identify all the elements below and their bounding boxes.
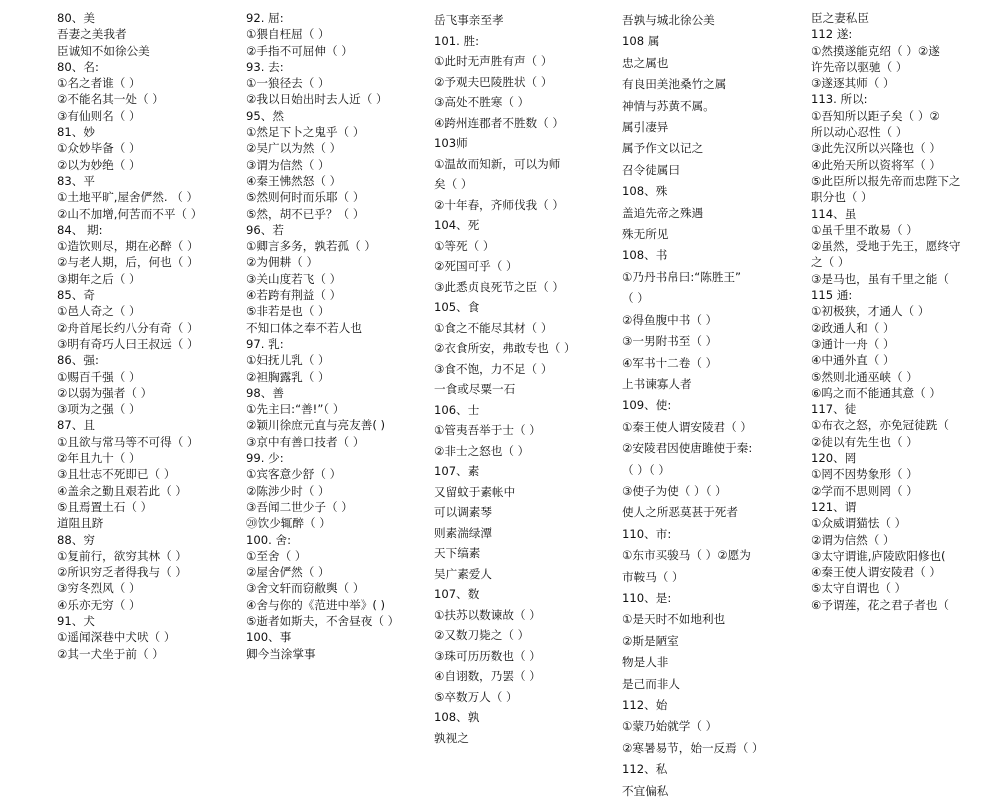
text-line: ①扶苏以数谏故（ ） (434, 607, 541, 622)
text-line: ②寒暑易节，始一反焉（ ） (622, 740, 764, 755)
text-line: ②屋舍俨然（ ） (246, 565, 330, 580)
text-line: ③明有奇巧人曰王叔远（ ） (57, 336, 199, 351)
text-line: 95、然 (246, 108, 284, 123)
text-line: 100、事 (246, 630, 292, 645)
text-line: ④此殆天所以资将军（ ） (811, 157, 942, 172)
text-line: 117、徒 (811, 402, 857, 417)
text-line: ③遂逐其师（ ） (811, 76, 895, 91)
text-line: 天下缟素 (434, 546, 481, 560)
text-line: 不知口体之奉不若人也 (246, 320, 362, 335)
text-line: ①众威谓猫怯（ ） (811, 516, 907, 531)
text-line: 110、市: (622, 526, 672, 541)
text-line: 殊无所见 (622, 227, 669, 242)
text-line: 召令徒属曰 (622, 162, 680, 177)
text-line: （ ） (622, 291, 649, 306)
text-line: （ ）（ ） (622, 462, 670, 477)
text-line: 臣之妻私臣 (811, 11, 869, 25)
text-line: ①蒙乃始就学（ ） (622, 719, 718, 734)
text-line: 83、平 (57, 173, 95, 188)
text-line: 84、 期: (57, 222, 103, 237)
text-line: 105、食 (434, 300, 480, 314)
text-line: ②吴广以为然（ ） (246, 141, 342, 156)
text-line: 99. 少: (246, 451, 284, 466)
text-line: ②袒胸露乳（ ） (246, 369, 330, 384)
text-line: 100. 舍: (246, 532, 291, 547)
text-line: ③食不饱，力不足（ ） (434, 361, 553, 376)
text-line: 108、殊 (622, 184, 668, 199)
text-line: 112、私 (622, 762, 668, 777)
text-line: 上书谏寡人者 (622, 376, 692, 391)
text-line: 许先帝以驱驰（ ） (811, 59, 908, 74)
text-line: ④盖余之勤且艰若此（ ） (57, 483, 188, 498)
text-line: 80、美 (57, 11, 95, 25)
text-line: ①吾知所以距子矣（ ）② (811, 108, 940, 123)
text-line: ③谓为信然（ ） (246, 157, 330, 172)
text-line: ⑤然则北通巫峡（ ） (811, 369, 918, 384)
text-line: ①食之不能尽其材（ ） (434, 320, 553, 335)
text-line: ①乃丹书帛曰:“陈胜王” (622, 269, 742, 284)
text-line: ①猥自枉屈（ ） (246, 27, 330, 42)
text-line: ①等死（ ） (434, 238, 495, 253)
text-line: 97. 乳: (246, 336, 284, 351)
text-line: ②得鱼腹中书（ ） (622, 312, 718, 327)
text-line: 岳飞事亲至孝 (434, 13, 504, 27)
text-line: ④乐亦无穷（ ） (57, 597, 141, 612)
text-line: ④跨州连郡者不胜数（ ） (434, 115, 565, 130)
text-line: 市鞍马（ ） (622, 569, 684, 584)
text-line: 道阻且跻 (57, 516, 104, 531)
text-line: ②我以日始出时去人近（ ） (246, 92, 388, 107)
text-line: ①妇抚儿乳（ ） (246, 353, 330, 368)
text-line: 又留蚊于素帐中 (434, 484, 516, 499)
text-line: 88、穷 (57, 532, 95, 547)
text-line: 110、是: (622, 590, 672, 605)
text-line: ③此先汉所以兴隆也（ ） (811, 141, 942, 156)
text-line: 吾妻之美我者 (57, 27, 127, 42)
text-line: ⑤卒数万人（ ） (434, 689, 518, 704)
text-line: 87、且 (57, 418, 95, 433)
text-line: ①一狼径去（ ） (246, 76, 330, 91)
text-line: 则素湍绿潭 (434, 525, 492, 540)
text-line: ①赐百千强（ ） (57, 369, 141, 384)
text-line: 职分也（ ） (811, 190, 873, 205)
column-2 (246, 10, 424, 662)
text-line: ③使子为使（ ）（ ） (622, 483, 727, 498)
text-line: ③有仙则名（ ） (57, 108, 141, 123)
text-line: ③是马也，虽有千里之能（ (811, 271, 949, 286)
text-line: 80、名: (57, 59, 99, 74)
text-line: 91、犬 (57, 613, 95, 628)
text-line: ①名之者谁（ ） (57, 76, 141, 91)
text-line: ③舍文轩而窃敝舆（ ） (246, 581, 365, 596)
text-line: ②手指不可屈伸（ ） (246, 43, 353, 58)
text-line: 98、善 (246, 385, 284, 400)
text-line: 92. 屈: (246, 11, 284, 25)
text-line: 96、若 (246, 222, 284, 237)
text-line: ④自诩数，乃罢（ ） (434, 669, 541, 683)
text-line: ①然足下卜之鬼乎（ ） (246, 125, 365, 140)
text-line: 113. 所以: (811, 92, 868, 107)
text-line: ②又数刀毙之（ ） (434, 628, 530, 642)
text-line: 吾孰与城北徐公美 (622, 13, 715, 27)
text-line: ③太守谓谁,庐陵欧阳修也( (811, 548, 946, 563)
text-line: ①此时无声胜有声（ ） (434, 54, 553, 68)
column-4 (622, 10, 804, 802)
text-line: 112 遂: (811, 27, 853, 42)
text-line: ①土地平旷,屋舍俨然. （ ） (57, 190, 199, 205)
text-line: 所以动心忍性（ ） (811, 125, 908, 140)
text-line: ③吾闻二世少子（ ） (246, 499, 353, 514)
text-line: 107、数 (434, 587, 480, 601)
text-line: ⑤此臣所以报先帝而忠陛下之 (811, 173, 961, 188)
text-line: ⑤太守自谓也（ ） (811, 581, 907, 596)
text-line: 属引凄异 (622, 120, 669, 135)
text-line: 一食或尽粟一石 (434, 382, 516, 396)
text-line: ②以弱为强者（ ） (57, 385, 153, 400)
text-line: ②予观夫巴陵胜状（ ） (434, 74, 553, 89)
text-line: ④若跨有荆益（ ） (246, 288, 342, 303)
text-line: 107、素 (434, 464, 480, 478)
column-3 (434, 10, 614, 748)
text-line: 使人之所恶莫甚于死者 (622, 505, 738, 520)
text-line: ⑤逝者如斯夫，不舍昼夜（ ） (246, 613, 400, 628)
text-line: 不宜偏私 (622, 783, 669, 798)
text-line: 臣诚知不如徐公美 (57, 43, 150, 58)
text-line: ②山不加增,何苦而不平（ ） (57, 206, 203, 221)
text-line: ②所识穷乏者得我与（ ） (57, 565, 188, 580)
text-line: ②安陵君因使唐雎使于秦: (622, 441, 753, 456)
text-line: ⑤然，胡不已乎？（ ） (246, 206, 365, 221)
text-line: ⑤然则何时而乐耶（ ） (246, 190, 365, 205)
text-line: 81、妙 (57, 125, 95, 140)
text-line: ①东市买骏马（ ）②愿为 (622, 548, 751, 563)
text-line: 忠之属也 (622, 55, 669, 70)
text-line: ①虽千里不敢易（ ） (811, 222, 918, 237)
text-line: ①罔不因势象形（ ） (811, 467, 918, 482)
text-line: ①邑人奇之（ ） (57, 304, 141, 319)
text-line: 108、孰 (434, 710, 480, 724)
text-line: ③关山度若飞（ ） (246, 271, 342, 286)
text-line: ②年且九十（ ） (57, 451, 141, 466)
text-line: ③期年之后（ ） (57, 271, 141, 286)
text-line: 109、使: (622, 398, 672, 413)
text-line: ①先主曰:“善!”（ ） (246, 402, 345, 417)
text-line: ⑥予谓莲，花之君子者也（ (811, 597, 949, 612)
text-line: ①卿言多务，孰若孤（ ） (246, 239, 377, 254)
text-line: ①布衣之怒，亦免冠徒跣（ (811, 418, 949, 433)
text-line: ①宾客意少舒（ ） (246, 467, 342, 482)
text-line: ②政通人和（ ） (811, 320, 895, 335)
text-line: 是己而非人 (622, 676, 680, 691)
text-line: 盖追先帝之殊遇 (622, 205, 704, 220)
text-line: ②谓为信然（ ） (811, 532, 895, 547)
text-line: ③此悉贞良死节之臣（ ） (434, 279, 565, 294)
text-line: 104、死 (434, 218, 480, 232)
text-line: 108、书 (622, 248, 668, 263)
text-line: 121、谓 (811, 499, 857, 514)
text-line: ②舟首尾长约八分有奇（ ） (57, 320, 199, 335)
text-line: ②不能名其一处（ ） (57, 92, 164, 107)
text-line: 神情与苏黄不属。 (622, 98, 715, 113)
text-line: 108 属 (622, 34, 660, 49)
column-1 (57, 10, 235, 662)
text-line: ②陈涉少时（ ） (246, 483, 330, 498)
text-line: ④秦王怫然怒（ ） (246, 173, 342, 188)
text-line: ④舍与你的《范进中举》( ) (246, 597, 386, 612)
text-line: ③通计一舟（ ） (811, 336, 895, 351)
text-line: ②死国可乎（ ） (434, 259, 518, 273)
text-line: ②非士之怒也（ ） (434, 443, 530, 458)
text-line: 101. 胜: (434, 33, 479, 48)
text-line: ②徒以有先生也（ ） (811, 434, 918, 449)
text-line: ⑤且焉置土石（ ） (57, 499, 153, 514)
text-line: ①温故而知新，可以为师 (434, 156, 561, 171)
text-line: ⑤非若是也（ ） (246, 304, 330, 319)
text-line: ①秦王使人谓安陵君（ ） (622, 419, 753, 434)
text-line: ①复前行，欲穷其林（ ） (57, 548, 188, 563)
text-line: ①众妙毕备（ ） (57, 141, 141, 156)
text-line: ③京中有善口技者（ ） (246, 434, 365, 449)
text-line: 物是人非 (622, 655, 669, 670)
text-line: 孰视之 (434, 730, 469, 745)
text-line: ⑳饮少辄醉（ ） (246, 516, 331, 531)
text-line: 卿今当涂掌事 (246, 646, 316, 661)
text-line: ⑥呜之而不能通其意（ ） (811, 385, 942, 400)
text-line: 114、虽 (811, 206, 857, 221)
text-line: ①造饮则尽，期在必醉（ ） (57, 239, 199, 254)
text-line: 85、奇 (57, 288, 95, 303)
text-line: ④中通外直（ ） (811, 353, 895, 368)
text-line: ①管夷吾举于士（ ） (434, 423, 541, 437)
text-line: ②与老人期，后，何也（ ） (57, 255, 199, 270)
text-line: ①遥闻深巷中犬吠（ ） (57, 630, 176, 645)
column-5 (811, 10, 983, 613)
text-line: 吴广素爱人 (434, 566, 492, 581)
text-line: 矣（ ） (434, 177, 473, 191)
text-line: ③穷冬烈风（ ） (57, 581, 141, 596)
text-line: ④军书十二卷（ ） (622, 355, 718, 370)
text-line: ③珠可历历数也（ ） (434, 648, 541, 663)
text-line: ③且壮志不死即已（ ） (57, 467, 176, 482)
text-line: ③项为之强（ ） (57, 402, 141, 417)
text-line: ①初极狭，才通人（ ） (811, 304, 930, 319)
text-line: 103师 (434, 136, 468, 150)
text-line: ②颖川徐庶元直与亮友善( ) (246, 418, 386, 433)
text-line: ②学而不思则罔（ ） (811, 483, 918, 498)
text-line: ②斯是陋室 (622, 633, 679, 648)
text-line: 106、士 (434, 402, 480, 417)
text-line: ①是天时不如地利也 (622, 612, 726, 627)
text-line: 86、强: (57, 353, 99, 368)
text-line: 之（ ） (811, 255, 850, 270)
text-line: ③高处不胜寒（ ） (434, 95, 530, 109)
text-line: 有良田美池桑竹之属 (622, 77, 727, 92)
text-line: ②其一犬坐于前（ ） (57, 646, 164, 661)
text-line: ②十年春，齐师伐我（ ） (434, 197, 565, 212)
text-line: ③一男附书至（ ） (622, 334, 718, 349)
text-line: ②为佣耕（ ） (246, 255, 319, 270)
text-line: 可以调素琴 (434, 505, 492, 519)
text-line: ②衣食所安，弗敢专也（ ） (434, 341, 576, 355)
text-line: 112、始 (622, 698, 668, 712)
text-line: 120、罔 (811, 451, 857, 466)
text-line: 115 通: (811, 288, 853, 303)
text-line: 93. 去: (246, 59, 284, 74)
text-line: ④秦王使人谓安陵君（ ） (811, 565, 942, 580)
text-line: 属予作文以记之 (622, 141, 704, 156)
text-line: ①至舍（ ） (246, 548, 307, 563)
text-line: ①且欲与常马等不可得（ ） (57, 434, 199, 449)
text-line: ②虽然，受地于先王，愿终守 (811, 239, 961, 254)
text-line: ②以为妙绝（ ） (57, 157, 141, 172)
text-line: ①然摸遂能克绍（ ）②遂 (811, 43, 940, 58)
